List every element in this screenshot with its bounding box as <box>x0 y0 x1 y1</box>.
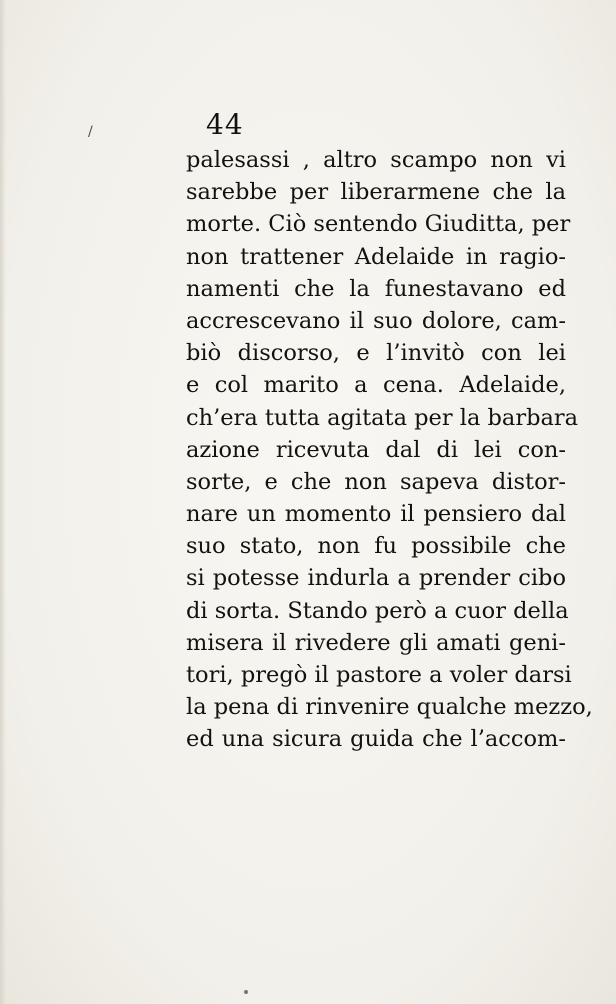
text-line: biò discorso, e l’invitò con lei <box>186 340 566 367</box>
body-text <box>186 144 593 756</box>
text-line: e col marito a cena. Adelaide, <box>186 372 566 399</box>
ink-speck <box>244 990 248 994</box>
text-line: namenti che la funestavano ed <box>186 275 566 302</box>
text-line: accrescevano il suo dolore, cam- <box>186 307 566 334</box>
text-line: suo stato, non fu possibile che <box>186 533 566 560</box>
text-line: sorte, e che non sapeva distor- <box>186 468 566 495</box>
text-line: sarebbe per liberarmene che la <box>186 179 566 206</box>
page-edge-shadow <box>0 0 6 1004</box>
text-line: di sorta. Stando però a cuor della <box>186 597 569 624</box>
text-line: ch’era tutta agitata per la barbara <box>186 404 579 431</box>
text-line: azione ricevuta dal di lei con- <box>186 436 566 463</box>
text-line: morte. Ciò sentendo Giuditta, per <box>186 211 571 238</box>
text-line: misera il rivedere gli amati geni- <box>186 629 566 656</box>
page-number: 44 <box>206 108 244 141</box>
text-line: la pena di rinvenire qualche mezzo, <box>186 694 593 721</box>
text-line: tori, pregò il pastore a voler darsi <box>186 662 572 688</box>
text-line: si potesse indurla a prender cibo <box>186 565 566 592</box>
text-line: palesassi , altro scampo non vi <box>186 147 566 173</box>
stray-mark: / <box>88 124 93 140</box>
text-line: ed una sicura guida che l’accom- <box>186 726 566 753</box>
text-line: non trattener Adelaide in ragio- <box>186 243 566 270</box>
text-line: nare un momento il pensiero dal <box>186 501 566 528</box>
